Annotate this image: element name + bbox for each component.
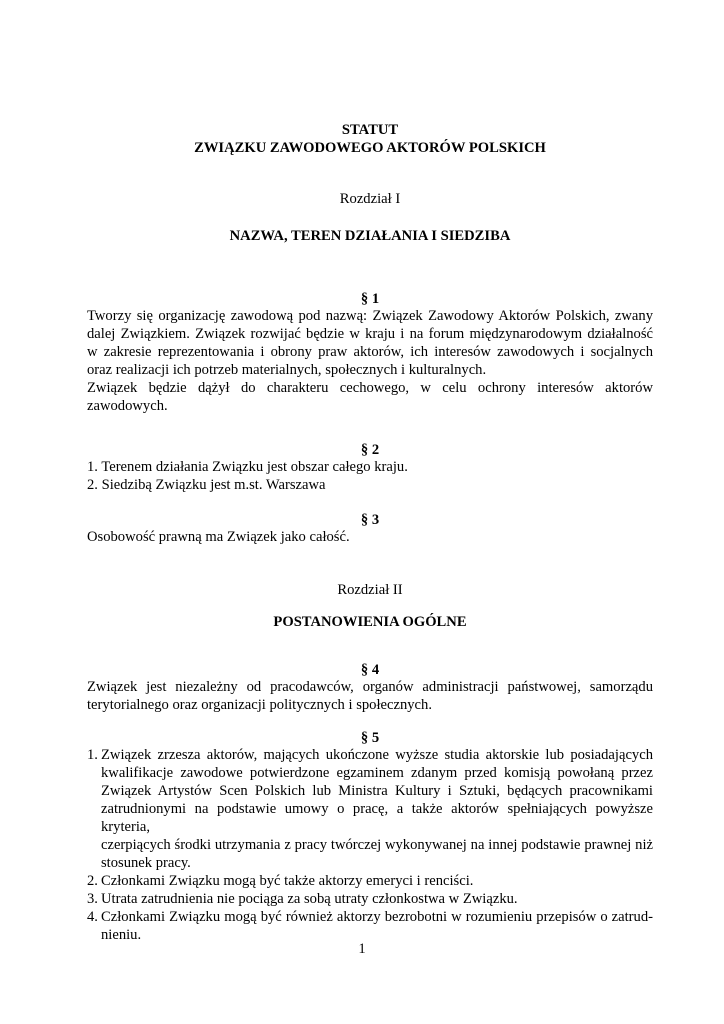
list-item-number: 1. [87,747,98,763]
title-line-2: ZWIĄZKU ZAWODOWEGO AKTORÓW POLSKICH [194,140,546,156]
section-3-mark: § 3 [360,512,380,528]
text-line: Związek będzie dążył do charakteru cechowego, w celu ochrony interesów aktorów [87,380,653,396]
list-item [87,746,653,872]
text-line: zatrudnionymi na podstawie umowy o pracę, a także aktorów spełniających powyższe kryteria, [101,801,653,835]
section-1-paragraph-1 [87,307,653,379]
section-1-mark: § 1 [360,291,380,307]
section-1-paragraph-2 [87,379,653,415]
text-line: kwalifikacje zawodowe potwierdzone egzaminem zdanym przed komisją powołaną przez [101,765,653,781]
text-line: nieniu. [101,927,142,943]
list-item-number: 4. [87,909,98,925]
section-5-list [87,746,653,944]
text-line: 1. Terenem działania Związku jest obszar całego kraju. [87,459,408,475]
chapter-2-label: Rozdział II [337,582,403,598]
text-line: terytorialnego oraz organizacji politycznych i społecznych. [87,697,432,713]
list-item [87,872,653,890]
text-line: Związek Artystów Scen Polskich lub Ministra Kultury i Sztuki, będących pracownikami [101,783,653,799]
chapter-1-label: Rozdział I [339,191,401,207]
list-item [87,908,653,944]
section-4-mark: § 4 [360,662,380,678]
text-line: Członkami Związku mogą być również aktorzy bezrobotni w rozumieniu przepisów o zatrud- [101,909,653,925]
section-5-mark: § 5 [360,730,380,746]
section-3-body: Osobowość prawną ma Związek jako całość. [87,529,350,545]
section-2-mark: § 2 [360,442,380,458]
text-line: zawodowych. [87,398,168,414]
text-line: w zakresie reprezentowania i obrony praw aktorów, ich interesów zawodowych i socjalnych [87,344,653,360]
text-line: Związek jest niezależny od pracodawców, organów administracji państwowej, samorządu [87,679,653,695]
text-line: oraz realizacji ich potrzeb materialnych, społecznych i kulturalnych. [87,362,487,378]
list-item [87,890,653,908]
text-line: Członkami Związku mogą być także aktorzy emeryci i renciści. [101,873,474,889]
text-line: Związek zrzesza aktorów, mających ukończone wyższe studia aktorskie lub posiadających [101,747,653,763]
page-number: 1 [358,941,366,957]
chapter-1-title: NAZWA, TEREN DZIAŁANIA I SIEDZIBA [229,228,511,244]
text-line: Tworzy się organizację zawodową pod nazwą: Związek Zawodowy Aktorów Polskich, zwany [87,308,653,324]
title-line-1: STATUT [341,122,399,138]
list-item-number: 3. [87,891,98,907]
document-title [87,121,653,157]
text-line: czerpiących środki utrzymania z pracy twórczej wykonywanej na innej podstawie prawnej niż [101,837,653,853]
list-item-number: 2. [87,873,98,889]
text-line: Utrata zatrudnienia nie pociąga za sobą utraty członkostwa w Związku. [101,891,518,907]
text-line: stosunek pracy. [101,855,191,871]
text-line: dalej Związkiem. Związek rozwijać będzie w kraju i na forum międzynarodowym działalność [87,326,653,342]
section-2-body [87,458,653,494]
text-line: 2. Siedzibą Związku jest m.st. Warszawa [87,477,326,493]
section-4-body [87,678,653,714]
chapter-2-title: POSTANOWIENIA OGÓLNE [273,614,467,630]
